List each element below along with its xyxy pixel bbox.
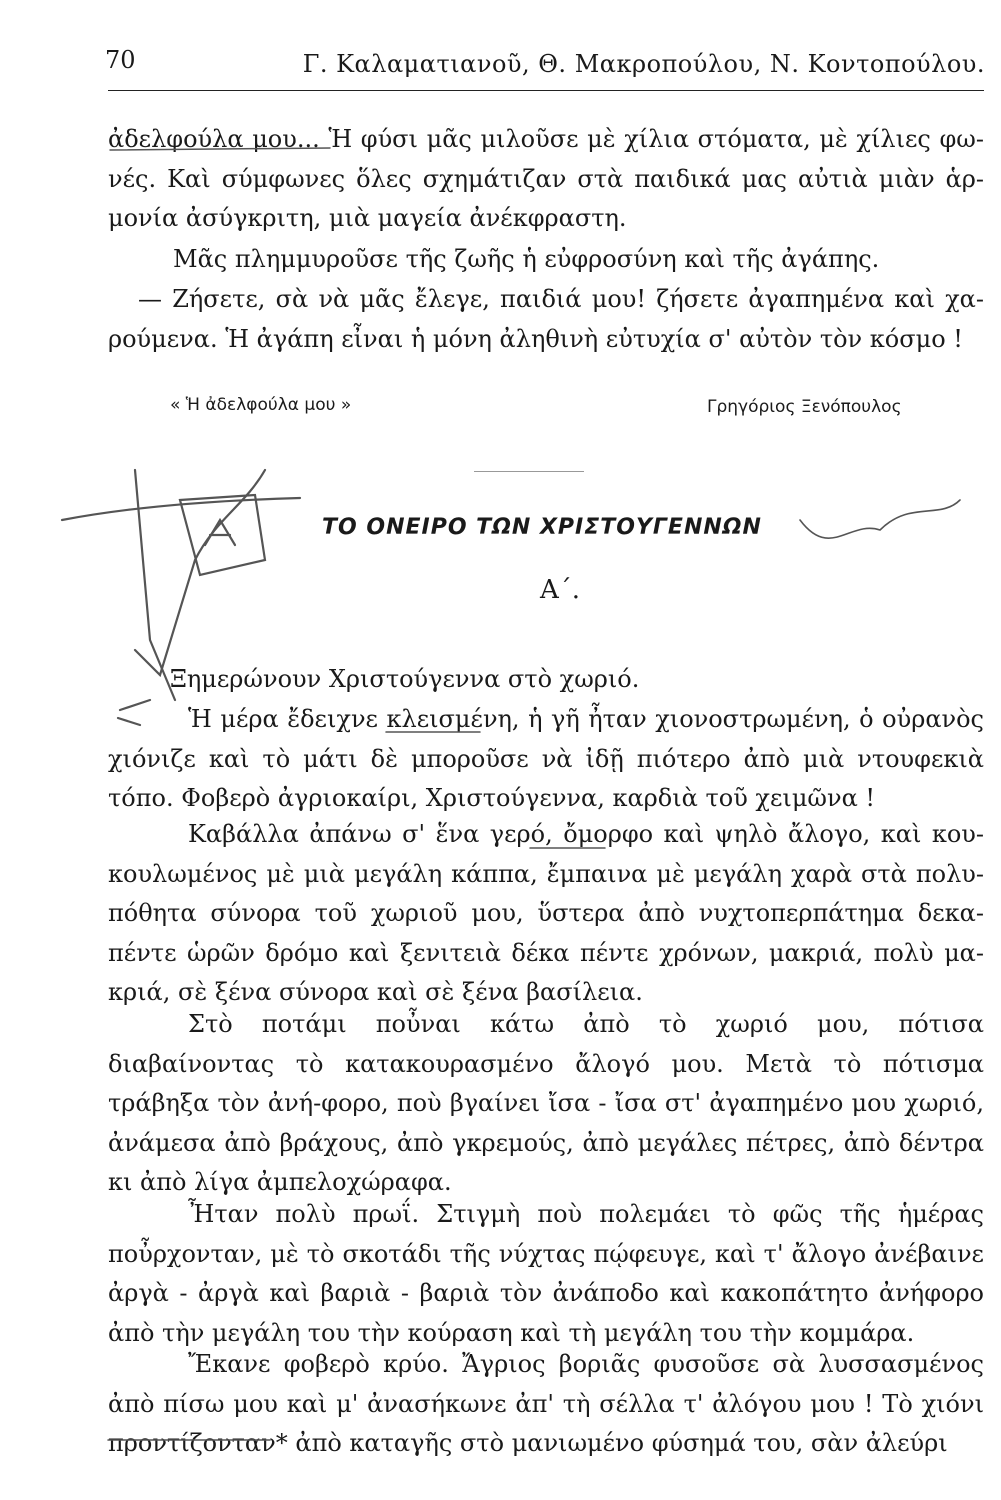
page-number: 70 <box>105 46 136 74</box>
author-caption: Γρηγόριος Ξενόπουλος <box>707 397 902 417</box>
story-paragraph-4: Στὸ ποτάμι ποὖναι κάτω ἀπὸ τὸ χωριό μου, πότισα διαβαίνοντας τὸ κατακουρασμένο ἄλογό μου. Μετὰ τὸ πότισμα τράβηξα τὸν ἀνή-φορο, ποὺ βγαίνει ἴσα - ἴσα στ' ἀγαπημένο μου χωριό, ἀνάμεσα ἀπὸ βράχους, ἀπὸ γκρεμούς, ἀπὸ μεγάλες πέτρες, ἀπὸ δέντρα κι ἀπὸ λίγα ἀμπελοχώραφα. <box>108 1010 984 1196</box>
story-paragraph-5: Ἦταν πολὺ πρωΐ. Στιγμὴ ποὺ πολεμάει τὸ φῶς τῆς ἡμέρας ποὖρχονταν, μὲ τὸ σκοτάδι τῆς νύχτας πῴφευγε, καὶ τ' ἄλογο ἀνέβαινε ἀργὰ - ἀργὰ καὶ βαριὰ - βαριὰ τὸν ἀνάποδο καὶ κακοπάτητο ἀνήφορο ἀπὸ τὴν μεγάλη του τὴν κούραση καὶ τὴ μεγάλη του τὴν κομμάρα. <box>108 1200 984 1347</box>
header-rule <box>108 90 984 91</box>
pencil-letter-a <box>205 520 235 545</box>
top-paragraph-3: — Ζήσετε, σὰ νὰ μᾶς ἔλεγε, παιδιά μου! ζήσετε ἀγαπημένα καὶ χα-ρούμενα. Ἡ ἀγάπη εἶναι ἡ μόνη ἀληθινὴ εὐτυχία σ' αὐτὸν τὸν κόσμο ! <box>108 285 984 353</box>
top-paragraph-2: Μᾶς πλημμυροῦσε τῆς ζωῆς ἡ εὐφροσύνη καὶ τῆς ἀγάπης. <box>173 245 880 273</box>
top-paragraph-1: ἀδελφούλα μου... Ἡ φύσι μᾶς μιλοῦσε μὲ χίλια στόματα, μὲ χίλιες φω-νές. Καὶ σύμφωνες ὅλες σχημάτιζαν στὰ παιδικά μας αὐτιὰ μιὰν ἁρ-μονία ἀσύγκριτη, μιὰ μαγεία ἀνέκφραστη. <box>108 125 984 232</box>
pencil-check-mark <box>135 470 265 675</box>
pencil-stroke-line <box>62 498 300 520</box>
section-label: Α΄. <box>540 575 581 605</box>
page-header <box>105 40 985 80</box>
pencil-margin-scrawl <box>800 500 960 538</box>
story-paragraph-2: Ἡ μέρα ἔδειχνε κλεισμένη, ἡ γῆ ἦταν χιονοστρωμένη, ὁ οὐρανὸς χιόνιζε καὶ τὸ μάτι δὲ μποροῦσε νὰ ἰδῇ πιότερο ἀπὸ μιὰ ντουφεκιὰ τόπο. Φοβερὸ ἀγριοκαίρι, Χριστούγεννα, καρδιὰ τοῦ χειμῶνα ! <box>108 705 984 812</box>
story-paragraph-6: Ἔκανε φοβερὸ κρύο. Ἄγριος βοριᾶς φυσοῦσε σὰ λυσσασμένος ἀπὸ πίσω μου καὶ μ' ἀνασήκωνε ἀπ' τὴ σέλλα τ' ἀλόγου μου ! Τὸ χιόνι προντίζονταν* ἀπὸ καταγῆς στὸ μανιωμένο φύσημά του, σὰν ἀλεύρι <box>108 1350 984 1457</box>
section-divider <box>474 471 584 472</box>
pencil-stroke-vertical <box>135 470 175 700</box>
story-title: ΤΟ ΟΝΕΙΡΟ ΤΩΝ ΧΡΙΣΤΟΥΓΕΝΝΩΝ <box>322 515 762 540</box>
story-paragraph-1: Ξημερώνουν Χριστούγεννα στὸ χωριό. <box>170 665 640 693</box>
pencil-box <box>180 495 265 575</box>
story-paragraph-3: Καβάλλα ἀπάνω σ' ἕνα γερό, ὄμορφο καὶ ψηλὸ ἄλογο, καὶ κου-κουλωμένος μὲ μιὰ μεγάλη κάππα, ἔμπαινα μὲ μεγάλη χαρὰ στὰ πολυ-πόθητα σύνορα τοῦ χωριοῦ μου, ὕστερα ἀπὸ νυχτοπερπάτημα δεκα-πέντε ὡρῶν δρόμο καὶ ξενιτειὰ δέκα πέντε χρόνων, μακριά, πολὺ μα-κριά, σὲ ξένα σύνορα καὶ σὲ ξένα βασίλεια. <box>108 820 984 1006</box>
running-title: Γ. Καλαματιανοῦ, Θ. Μακροπούλου, Ν. Κοντοπούλου. <box>302 50 985 78</box>
source-caption: « Ἡ ἀδελφούλα μου » <box>170 395 352 415</box>
